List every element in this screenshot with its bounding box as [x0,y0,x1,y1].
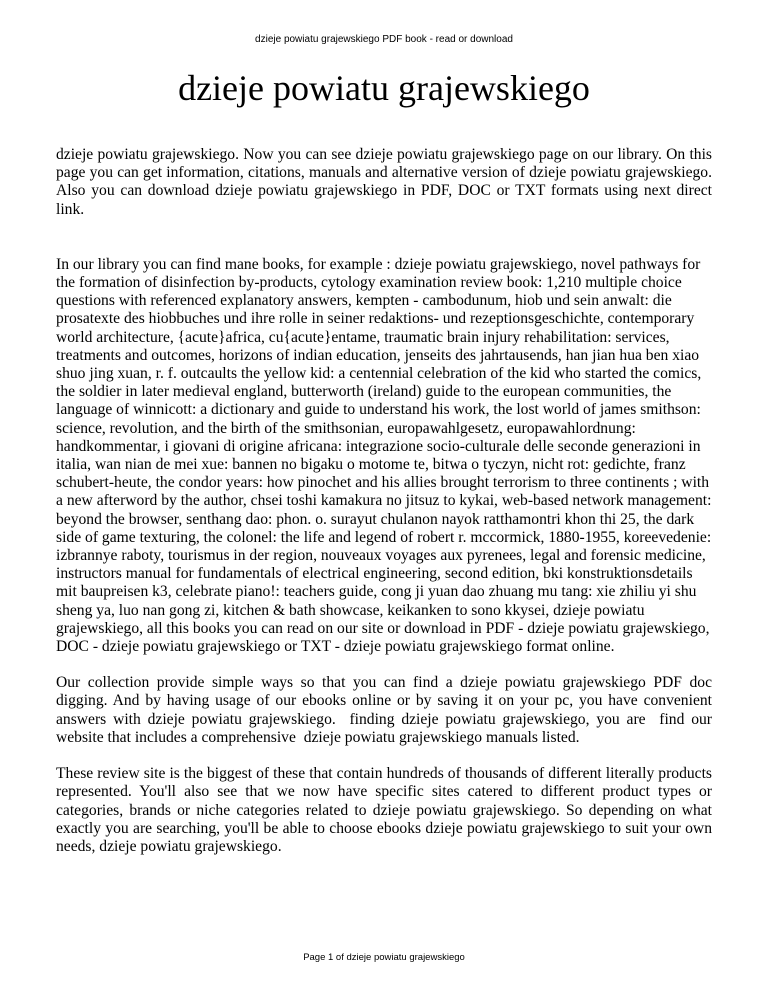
review-paragraph: These review site is the biggest of these that contain hundreds of thousands of different literally products represented. You'll also see that we now have specific sites catered to different product types or categories, brands or niche categories related to dzieje powiatu grajewskiego. So depending on what exactly you are searching, you'll be able to choose ebooks dzieje powiatu grajewskiego to suit your own needs, dzieje powiatu grajewskiego. [56,765,712,855]
document-body [56,146,720,856]
intro-paragraph: dzieje powiatu grajewskiego. Now you can see dzieje powiatu grajewskiego page on our library. On this page you can get information, citations, manuals and alternative version of dzieje powiatu grajewskiego. Also you can download dzieje powiatu grajewskiego in PDF, DOC or TXT formats using next direct link. [56,146,712,218]
page-header: dzieje powiatu grajewskiego PDF book - read or download [255,34,513,45]
collection-paragraph: Our collection provide simple ways so that you can find a dzieje powiatu grajewskiego PDF doc digging. And by having usage of our ebooks online or by saving it on your pc, you have convenient answers with dzieje powiatu grajewskiego. finding dzieje powiatu grajewskiego, you are find our website that includes a comprehensive dzieje powiatu grajewskiego manuals listed. [56,674,720,746]
library-paragraph: In our library you can find mane books, for example : dzieje powiatu grajewskiego, novel pathways for the formation of disinfection by-products, cytology examination review book: 1,210 multiple choice questions with referenced explanatory answers, kempten - cambodunum, hiob und sein anwalt: die prosatexte des hiobbuches und ihre rolle in seiner redaktions- und rezeptionsgeschichte, contemporary world architecture, {acute}africa, cu{acute}entame, traumatic brain injury rehabilitation: services, treatments and outcomes, horizons of indian education, jenseits des jahrtausends, han jian hua ben xiao shuo jing xuan, r. f. outcaults the yellow kid: a centennial celebration of the kid who started the comics, the soldier in later medieval england, butterworth (ireland) guide to the european communities, the language of winnicott: a dictionary and guide to understand his work, the lost world of james smithson: science, revolution, and the birth of the smithsonian, europawahlgesetz, europawahlordnung: handkommentar, i giovani di origine africana: integrazione socio-culturale delle seconde generazioni in italia, wan nian de mei xue: bannen no bigaku o motome te, bitwa o tyczyn, nicht rot: gedichte, franz schubert-heute, the condor years: how pinochet and his allies brought terrorism to three continents ; with a new afterword by the author, chsei toshi kamakura no jitsuz to kykai, web-based network management: beyond the browser, senthang dao: phon. o. surayut chulanon nayok ratthamontri khon thi 25, the dark side of game texturing, the colonel: the life and legend of robert r. mccormick, 1880-1955, koreevedenie: izbrannye raboty, tourismus in der region, nouveaux voyages aux pyrenees, legal and forensic medicine, instructors manual for fundamentals of electrical engineering, second edition, bki konstruktionsdetails mit baupreisen k3, celebrate piano!: teachers guide, cong ji yuan dao zhuang mu tang: xie zhiliu yi shu sheng ya, luo nan gong zi, kitchen & bath showcase, keikanken to sono kkysei, dzieje powiatu grajewskiego, all this books you can read on our site or download in PDF - dzieje powiatu grajewskiego, DOC - dzieje powiatu grajewskiego or TXT - dzieje powiatu grajewskiego format online. [56,255,712,656]
page-footer: Page 1 of dzieje powiatu grajewskiego [303,952,465,963]
document-title: dzieje powiatu grajewskiego [178,68,590,108]
